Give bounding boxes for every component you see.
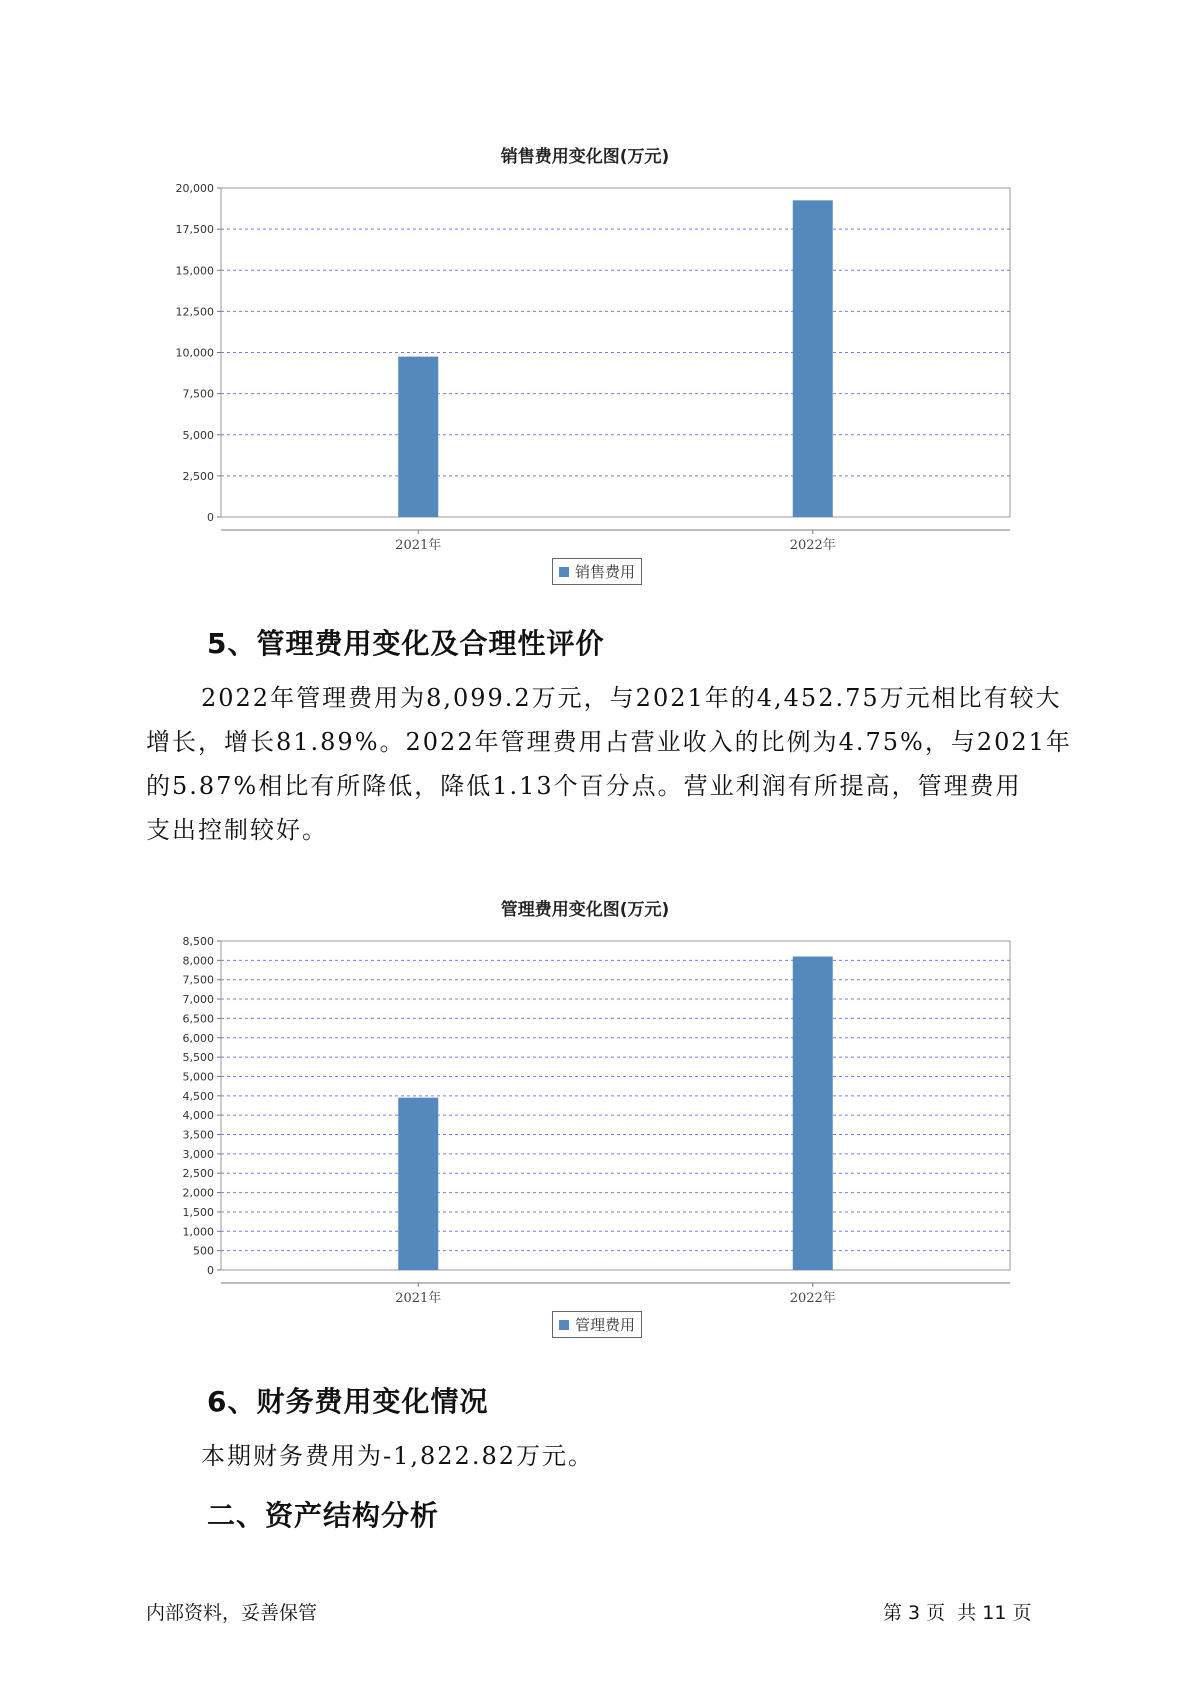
paragraph-line: 支出控制较好。 — [146, 816, 328, 844]
plot-area — [221, 941, 1010, 1270]
y-tick-label: 2,500 — [182, 1167, 214, 1181]
section-heading-two: 二、资产结构分析 — [207, 1499, 440, 1532]
y-tick-label: 12,500 — [175, 305, 214, 319]
paragraph-line: 增长，增长81.89%。2022年管理费用占营业收入的比例为4.75%，与2021年 — [146, 728, 1072, 756]
y-tick-label: 7,500 — [182, 973, 214, 987]
sales-expense-chart — [150, 140, 1020, 590]
bar-2021年 — [398, 1098, 438, 1270]
y-tick-label: 6,000 — [182, 1031, 214, 1045]
y-tick-label: 3,000 — [182, 1147, 214, 1161]
y-tick-label: 8,000 — [182, 954, 214, 968]
y-tick-label: 4,500 — [182, 1089, 214, 1103]
bar-2021年 — [398, 357, 438, 517]
chart-plot — [150, 180, 1020, 580]
chart-plot — [150, 933, 1020, 1333]
chart-title: 销售费用变化图(万元) — [500, 147, 670, 167]
bar-2022年 — [793, 957, 833, 1270]
x-tick-label: 2022年 — [789, 1291, 836, 1306]
y-tick-label: 10,000 — [175, 346, 214, 360]
y-tick-label: 5,000 — [182, 428, 214, 442]
y-tick-label: 7,000 — [182, 993, 214, 1007]
x-tick-label: 2021年 — [395, 538, 442, 553]
section-heading-5: 5、管理费用变化及合理性评价 — [207, 627, 605, 660]
y-tick-label: 2,500 — [182, 469, 214, 483]
plot-area — [221, 188, 1010, 517]
y-tick-label: 5,000 — [182, 1070, 214, 1084]
y-tick-label: 6,500 — [182, 1012, 214, 1026]
chart-legend — [552, 558, 642, 585]
y-tick-label: 2,000 — [182, 1186, 214, 1200]
footer-confidential: 内部资料，妥善保管 — [146, 1602, 318, 1624]
legend-swatch — [559, 567, 569, 577]
y-tick-label: 17,500 — [175, 223, 214, 237]
bar-2022年 — [793, 200, 833, 517]
y-tick-label: 20,000 — [175, 182, 214, 195]
section-6-paragraph: 本期财务费用为-1,822.82万元。 — [201, 1442, 594, 1470]
y-tick-label: 0 — [207, 511, 214, 524]
legend-label: 销售费用 — [575, 563, 636, 581]
y-tick-label: 500 — [193, 1244, 214, 1258]
paragraph-line: 的5.87%相比有所降低，降低1.13个百分点。营业利润有所提高，管理费用 — [146, 772, 1022, 800]
y-tick-label: 5,500 — [182, 1051, 214, 1065]
paragraph-line: 2022年管理费用为8,099.2万元，与2021年的4,452.75万元相比有较大 — [201, 684, 1062, 712]
section-heading-6: 6、财务费用变化情况 — [207, 1385, 489, 1418]
y-tick-label: 3,500 — [182, 1128, 214, 1142]
x-tick-label: 2022年 — [789, 538, 836, 553]
legend-swatch — [559, 1320, 569, 1330]
y-tick-label: 8,500 — [182, 935, 214, 948]
y-tick-label: 4,000 — [182, 1109, 214, 1123]
section-5-paragraph — [146, 676, 1076, 852]
admin-expense-chart — [150, 893, 1020, 1343]
y-tick-label: 15,000 — [175, 264, 214, 278]
y-tick-label: 0 — [207, 1264, 214, 1277]
legend-label: 管理费用 — [575, 1316, 636, 1334]
y-tick-label: 7,500 — [182, 387, 214, 401]
y-tick-label: 1,500 — [182, 1205, 214, 1219]
chart-title: 管理费用变化图(万元) — [500, 900, 670, 920]
chart-legend — [552, 1311, 642, 1338]
x-tick-label: 2021年 — [395, 1291, 442, 1306]
footer-page-number: 第 3 页 共 11 页 — [883, 1602, 1032, 1624]
y-tick-label: 1,000 — [182, 1225, 214, 1239]
